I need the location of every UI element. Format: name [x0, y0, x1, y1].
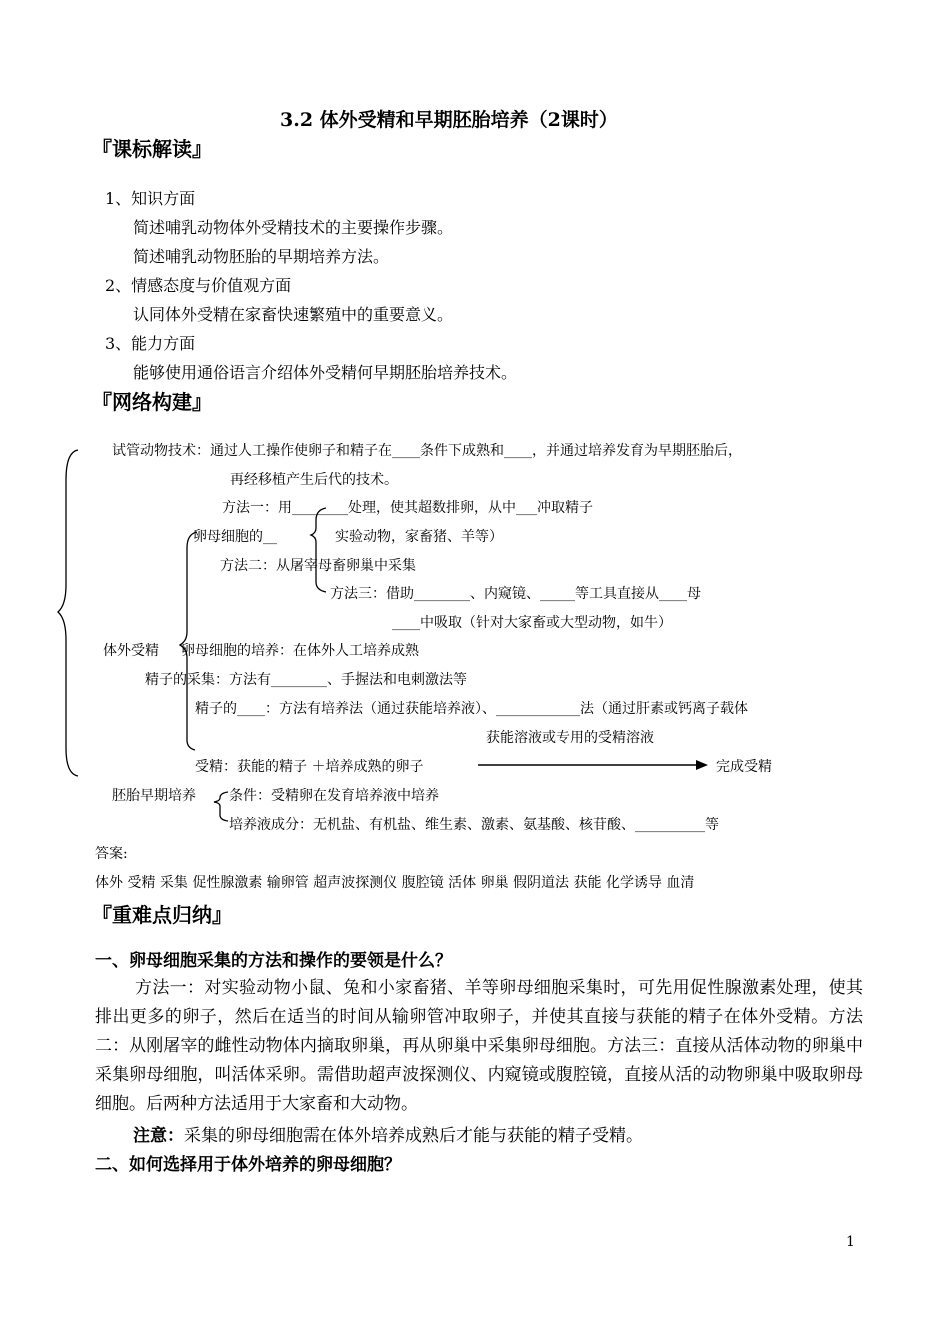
note-label: 注意： — [133, 1126, 184, 1146]
page-number: 1 — [846, 1234, 855, 1250]
note-line — [133, 1121, 643, 1146]
net-line-oocyte: 卵母细胞的__ — [193, 529, 277, 545]
section-heading-kebiao: 『课标解读』 — [92, 137, 212, 161]
net-line-animals: 实验动物，家畜猪、羊等） — [335, 529, 503, 545]
net-line-oocyte-culture: 卵母细胞的培养：在体外人工培养成熟 — [181, 643, 419, 659]
net-line-method-1: 方法一：用________处理，使其超数排卵，从中___冲取精子 — [222, 500, 593, 516]
kebiao-item-1-label: 1、知识方面 — [105, 189, 196, 208]
net-line-method-3-cont: ____中吸取（针对大家畜或大型动物，如牛） — [392, 615, 672, 631]
net-line-medium: 培养液成分：无机盐、有机盐、维生素、激素、氨基酸、核苷酸、__________等 — [229, 817, 719, 833]
net-line-sperm-capacitation: 精子的____：方法有培养法（通过获能培养液）、____________法（通过肝素或钙离子载体 — [195, 701, 748, 717]
section-heading-wangluo: 『网络构建』 — [92, 390, 212, 414]
kebiao-item-3-label: 3、能力方面 — [105, 334, 196, 353]
net-line-fertilization-result: 完成受精 — [716, 759, 772, 775]
net-line-method-3: 方法三：借助________、内窥镜、_____等工具直接从____母 — [330, 586, 701, 602]
net-line-capacitation-solution: 获能溶液或专用的受精溶液 — [486, 730, 654, 746]
paragraph-1 — [95, 974, 863, 1119]
net-label-tiwai-shoujing: 体外受精 — [103, 643, 159, 659]
note-text: 采集的卵母细胞需在体外培养成熟后才能与获能的精子受精。 — [184, 1126, 643, 1146]
kebiao-item-2-line-1: 认同体外受精在家畜快速繁殖中的重要意义。 — [133, 305, 454, 324]
net-line-method-2: 方法二：从屠宰母畜卵巢中采集 — [220, 558, 416, 574]
net-label-embryo-culture: 胚胎早期培养 — [112, 788, 196, 804]
kebiao-item-3-line-1: 能够使用通俗语言介绍体外受精何早期胚胎培养技术。 — [133, 363, 518, 382]
net-line-sperm-collect: 精子的采集：方法有________、手握法和电刺激法等 — [145, 672, 467, 688]
page-title: 3.2 体外受精和早期胚胎培养（2课时） — [280, 109, 618, 131]
answer-label: 答案: — [95, 846, 128, 862]
question-1: 一、卵母细胞采集的方法和操作的要领是什么？ — [95, 951, 452, 971]
paragraph-1-text: 方法一：对实验动物小鼠、兔和小家畜猪、羊等卵母细胞采集时，可先用促性腺激素处理，使其排出更多的卵子，然后在适当的时间从输卵管冲取卵子，并使其直接与获能的精子在体外受精。方法二：从刚屠宰的雌性动物体内摘取卵巢，再从卵巢中采集卵母细胞。方法三：直接从活体动物的卵巢中采集卵母细胞，叫活体采卵。需借助超声波探测仪、内窥镜或腹腔镜，直接从活的动物卵巢中吸取卵母细胞。后两种方法适用于大家畜和大动物。 — [95, 978, 863, 1114]
net-line-yijing: 再经移植产生后代的技术。 — [230, 472, 398, 488]
kebiao-item-1-line-1: 简述哺乳动物体外受精技术的主要操作步骤。 — [133, 218, 454, 237]
question-2: 二、如何选择用于体外培养的卵母细胞？ — [95, 1155, 401, 1175]
net-line-fertilization: 受精：获能的精子 ＋培养成熟的卵子 — [195, 759, 424, 775]
answer-text: 体外 受精 采集 促性腺激素 输卵管 超声波探测仪 腹腔镜 活体 卵巢 假阴道法 获能 化学诱导 血清 — [95, 875, 695, 891]
net-line-condition: 条件：受精卵在发育培养液中培养 — [229, 788, 439, 804]
section-heading-zhongnan: 『重难点归纳』 — [92, 903, 232, 927]
kebiao-item-2-label: 2、情感态度与价值观方面 — [105, 276, 292, 295]
net-line-shiguan: 试管动物技术：通过人工操作使卵子和精子在____条件下成熟和____，并通过培养发育为早期胚胎后， — [112, 443, 742, 459]
kebiao-item-1-line-2: 简述哺乳动物胚胎的早期培养方法。 — [133, 247, 390, 266]
